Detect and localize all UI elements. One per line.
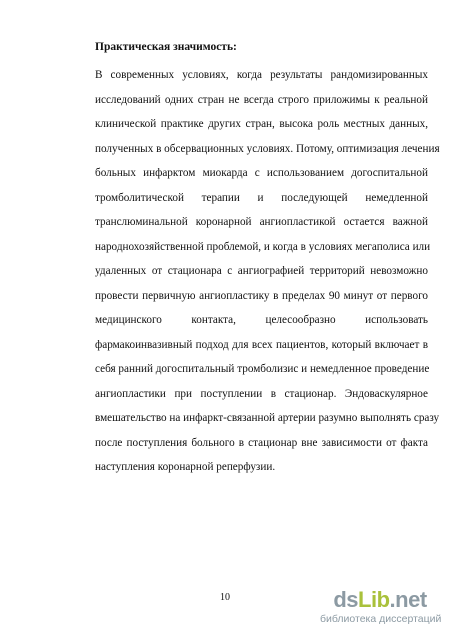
section-heading: Практическая значимость:: [95, 41, 237, 53]
text-line: медицинского контакта, целесообразно использовать: [95, 314, 428, 326]
dslib-logo: [320, 588, 440, 612]
body-paragraph: [95, 63, 440, 480]
page-number: 10: [220, 592, 230, 603]
text-line: себя ранний догоспитальный тромболизис и немедленное проведение: [95, 363, 430, 375]
logo-prefix: ds: [333, 587, 359, 612]
text-line: ангиопластики при поступлении в стационар. Эндоваскулярное: [95, 387, 428, 400]
text-line: больных инфарктом миокарда с использованием догоспитальной: [95, 167, 428, 179]
text-line: провести первичную ангиопластику в пределах 90 минут от первого: [95, 289, 428, 302]
logo-accent: Lib: [358, 587, 390, 612]
text-line: фармакоинвазивный подход для всех пациентов, который включает в: [95, 338, 428, 351]
text-line: клинической практике других стран, высока роль местных данных,: [95, 118, 428, 130]
text-line: после поступления больного в стационар вне зависимости от факта: [95, 436, 428, 449]
text-line: тромболитической терапии и последующей немедленной: [95, 191, 428, 204]
dslib-watermark: [320, 588, 440, 626]
text-line: В современных условиях, когда результаты рандомизированных: [95, 69, 428, 81]
text-line: транслюминальной коронарной ангиопластикой остается важной: [95, 216, 428, 228]
text-line: полученных в обсервационных условиях. Потому, оптимизация лечения: [95, 142, 440, 155]
text-line: удаленных от стационара с ангиографией территорий невозможно: [95, 265, 428, 277]
watermark-tagline: библиотека диссертаций: [320, 613, 442, 625]
text-line: исследований одних стран не всегда строго приложимы к реальной: [95, 93, 428, 106]
text-line: народнохозяйственной проблемой, и когда в условиях мегаполиса или: [95, 240, 431, 253]
text-line: наступления коронарной реперфузии.: [95, 461, 276, 473]
logo-suffix: .net: [389, 587, 427, 612]
text-line: вмешательство на инфаркт-связанной артерии разумно выполнять сразу: [95, 412, 440, 424]
